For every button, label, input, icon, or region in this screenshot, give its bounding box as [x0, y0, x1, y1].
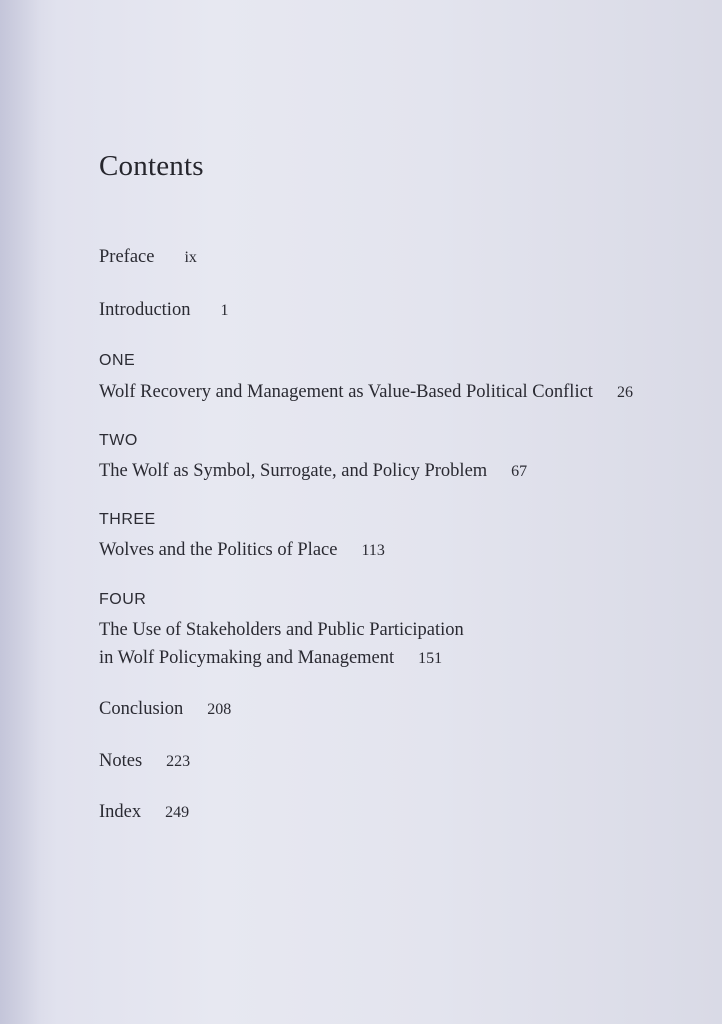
toc-entry-label: Preface	[99, 247, 155, 267]
toc-entry-preface	[99, 243, 197, 272]
toc-entry-chapter-three	[99, 536, 385, 565]
toc-entry-notes	[99, 747, 190, 776]
toc-entry-page: 67	[511, 463, 528, 480]
toc-entry-chapter-two	[99, 457, 527, 486]
toc-entry-label: Index	[99, 802, 142, 822]
toc-entry-label: Wolf Recovery and Management as Value-Based Political Conflict	[99, 382, 593, 402]
toc-entry-label-line-1: The Use of Stakeholders and Public Participation	[99, 620, 464, 640]
toc-entry-label: Introduction	[99, 300, 191, 320]
toc-entry-label: Conclusion	[99, 699, 184, 719]
toc-entry-page: ix	[184, 249, 197, 266]
chapter-number: THREE	[99, 511, 156, 528]
chapter-number: TWO	[99, 432, 138, 449]
toc-entry-label-line-2: in Wolf Policymaking and Management	[99, 648, 395, 668]
toc-entry-page: 249	[165, 804, 190, 821]
toc-entry-label: Wolves and the Politics of Place	[99, 540, 338, 560]
toc-entry-page: 208	[207, 701, 232, 718]
toc-entry-page: 113	[361, 542, 385, 559]
toc-entry-index	[99, 798, 189, 827]
toc-entry-chapter-four	[99, 616, 464, 673]
toc-entry-introduction	[99, 296, 228, 325]
page-title: Contents	[99, 150, 204, 182]
page-gutter-shadow	[0, 0, 40, 1024]
toc-entry-label: The Wolf as Symbol, Surrogate, and Policy Problem	[99, 461, 488, 481]
chapter-number: ONE	[99, 352, 136, 369]
toc-entry-chapter-one	[99, 378, 633, 407]
chapter-number: FOUR	[99, 591, 147, 608]
toc-entry-page: 1	[220, 302, 229, 319]
toc-entry-page: 223	[166, 753, 191, 770]
toc-entry-conclusion	[99, 695, 231, 724]
toc-entry-label: Notes	[99, 751, 143, 771]
toc-entry-page: 26	[616, 384, 633, 401]
toc-entry-page: 151	[418, 650, 443, 667]
